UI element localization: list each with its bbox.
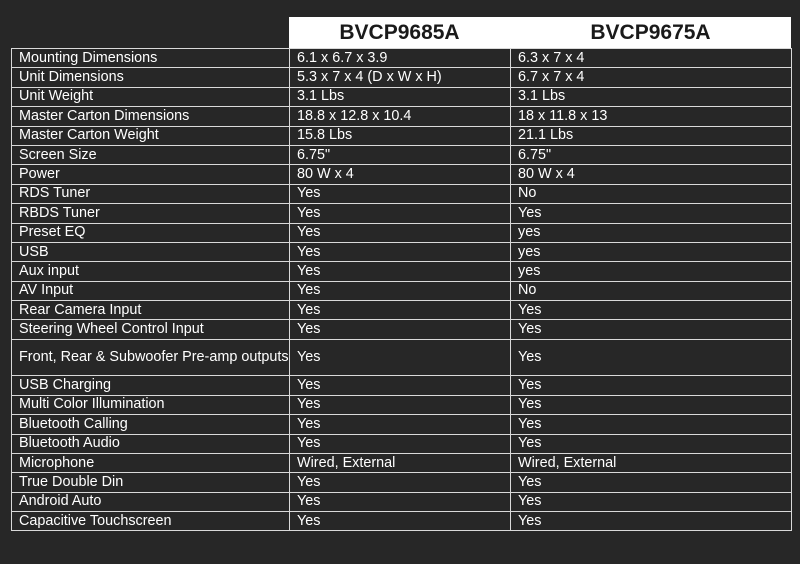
model-a-value-cell: Yes [290, 395, 511, 414]
spec-label-cell: Microphone [12, 453, 290, 472]
table-row [12, 512, 792, 531]
spec-table-body [12, 49, 792, 531]
model-b-value-cell: Yes [511, 204, 792, 223]
model-b-value-cell: Yes [511, 301, 792, 320]
model-b-value-cell: yes [511, 223, 792, 242]
table-row [12, 415, 792, 434]
table-row [12, 376, 792, 395]
model-a-value-cell: 3.1 Lbs [290, 87, 511, 106]
model-a-value-cell: Yes [290, 339, 511, 376]
spec-label-cell: Steering Wheel Control Input [12, 320, 290, 339]
model-a-value-cell: Yes [290, 242, 511, 261]
model-b-value-cell: 18 x 11.8 x 13 [511, 107, 792, 126]
spec-label-cell: RBDS Tuner [12, 204, 290, 223]
model-b-value-cell: 6.3 x 7 x 4 [511, 49, 792, 68]
table-row [12, 434, 792, 453]
model-a-value-cell: Yes [290, 492, 511, 511]
model-b-value-cell: Yes [511, 512, 792, 531]
table-row [12, 453, 792, 472]
model-a-value-cell: Wired, External [290, 453, 511, 472]
model-b-value-cell: 6.75" [511, 145, 792, 164]
model-b-value-cell: Yes [511, 376, 792, 395]
spec-label-cell: Rear Camera Input [12, 301, 290, 320]
model-a-value-cell: Yes [290, 223, 511, 242]
table-row [12, 301, 792, 320]
model-a-value-cell: Yes [290, 301, 511, 320]
table-row [12, 87, 792, 106]
model-a-value-cell: 6.75" [290, 145, 511, 164]
model-a-value-cell: Yes [290, 262, 511, 281]
table-row [12, 339, 792, 376]
spec-label-cell: RDS Tuner [12, 184, 290, 203]
model-a-heading: BVCP9685A [289, 17, 510, 48]
table-row [12, 223, 792, 242]
model-b-value-cell: No [511, 281, 792, 300]
table-row [12, 242, 792, 261]
spec-label-cell: Front, Rear & Subwoofer Pre-amp outputs [12, 339, 290, 376]
table-row [12, 165, 792, 184]
table-row [12, 49, 792, 68]
model-a-value-cell: Yes [290, 415, 511, 434]
table-row [12, 68, 792, 87]
model-a-value-cell: 18.8 x 12.8 x 10.4 [290, 107, 511, 126]
table-row [12, 262, 792, 281]
spec-label-cell: Screen Size [12, 145, 290, 164]
table-row [12, 204, 792, 223]
model-b-value-cell: Yes [511, 395, 792, 414]
spec-label-cell: Bluetooth Calling [12, 415, 290, 434]
model-b-value-cell: Yes [511, 473, 792, 492]
model-b-value-cell: Yes [511, 320, 792, 339]
model-a-value-cell: Yes [290, 512, 511, 531]
table-row [12, 184, 792, 203]
spec-label-cell: Power [12, 165, 290, 184]
spec-label-cell: Multi Color Illumination [12, 395, 290, 414]
spec-label-cell: True Double Din [12, 473, 290, 492]
spec-label-cell: USB [12, 242, 290, 261]
model-b-value-cell: 3.1 Lbs [511, 87, 792, 106]
model-a-value-cell: Yes [290, 204, 511, 223]
spec-label-cell: Preset EQ [12, 223, 290, 242]
spec-label-cell: Unit Dimensions [12, 68, 290, 87]
model-b-value-cell: No [511, 184, 792, 203]
model-a-value-cell: Yes [290, 376, 511, 395]
spec-label-cell: Capacitive Touchscreen [12, 512, 290, 531]
table-row [12, 126, 792, 145]
model-b-heading: BVCP9675A [510, 17, 791, 48]
model-b-value-cell: Yes [511, 339, 792, 376]
model-a-value-cell: Yes [290, 320, 511, 339]
model-b-value-cell: 6.7 x 7 x 4 [511, 68, 792, 87]
model-b-value-cell: yes [511, 262, 792, 281]
spec-label-cell: Bluetooth Audio [12, 434, 290, 453]
model-header [289, 17, 791, 48]
spec-label-cell: Master Carton Weight [12, 126, 290, 145]
model-b-value-cell: 80 W x 4 [511, 165, 792, 184]
model-b-value-cell: Yes [511, 492, 792, 511]
model-a-value-cell: Yes [290, 473, 511, 492]
spec-label-cell: Android Auto [12, 492, 290, 511]
model-a-value-cell: Yes [290, 281, 511, 300]
model-b-value-cell: Yes [511, 434, 792, 453]
table-row [12, 473, 792, 492]
spec-label-cell: AV Input [12, 281, 290, 300]
model-a-value-cell: 5.3 x 7 x 4 (D x W x H) [290, 68, 511, 87]
table-row [12, 107, 792, 126]
model-a-value-cell: 6.1 x 6.7 x 3.9 [290, 49, 511, 68]
table-row [12, 281, 792, 300]
table-row [12, 320, 792, 339]
spec-comparison-table [11, 48, 792, 531]
spec-label-cell: Aux input [12, 262, 290, 281]
spec-label-cell: Mounting Dimensions [12, 49, 290, 68]
model-a-value-cell: Yes [290, 184, 511, 203]
model-b-value-cell: 21.1 Lbs [511, 126, 792, 145]
spec-label-cell: Master Carton Dimensions [12, 107, 290, 126]
model-a-value-cell: 15.8 Lbs [290, 126, 511, 145]
spec-label-cell: USB Charging [12, 376, 290, 395]
model-a-value-cell: Yes [290, 434, 511, 453]
model-b-value-cell: yes [511, 242, 792, 261]
model-a-value-cell: 80 W x 4 [290, 165, 511, 184]
model-b-value-cell: Wired, External [511, 453, 792, 472]
table-row [12, 395, 792, 414]
model-b-value-cell: Yes [511, 415, 792, 434]
spec-label-cell: Unit Weight [12, 87, 290, 106]
table-row [12, 145, 792, 164]
table-row [12, 492, 792, 511]
